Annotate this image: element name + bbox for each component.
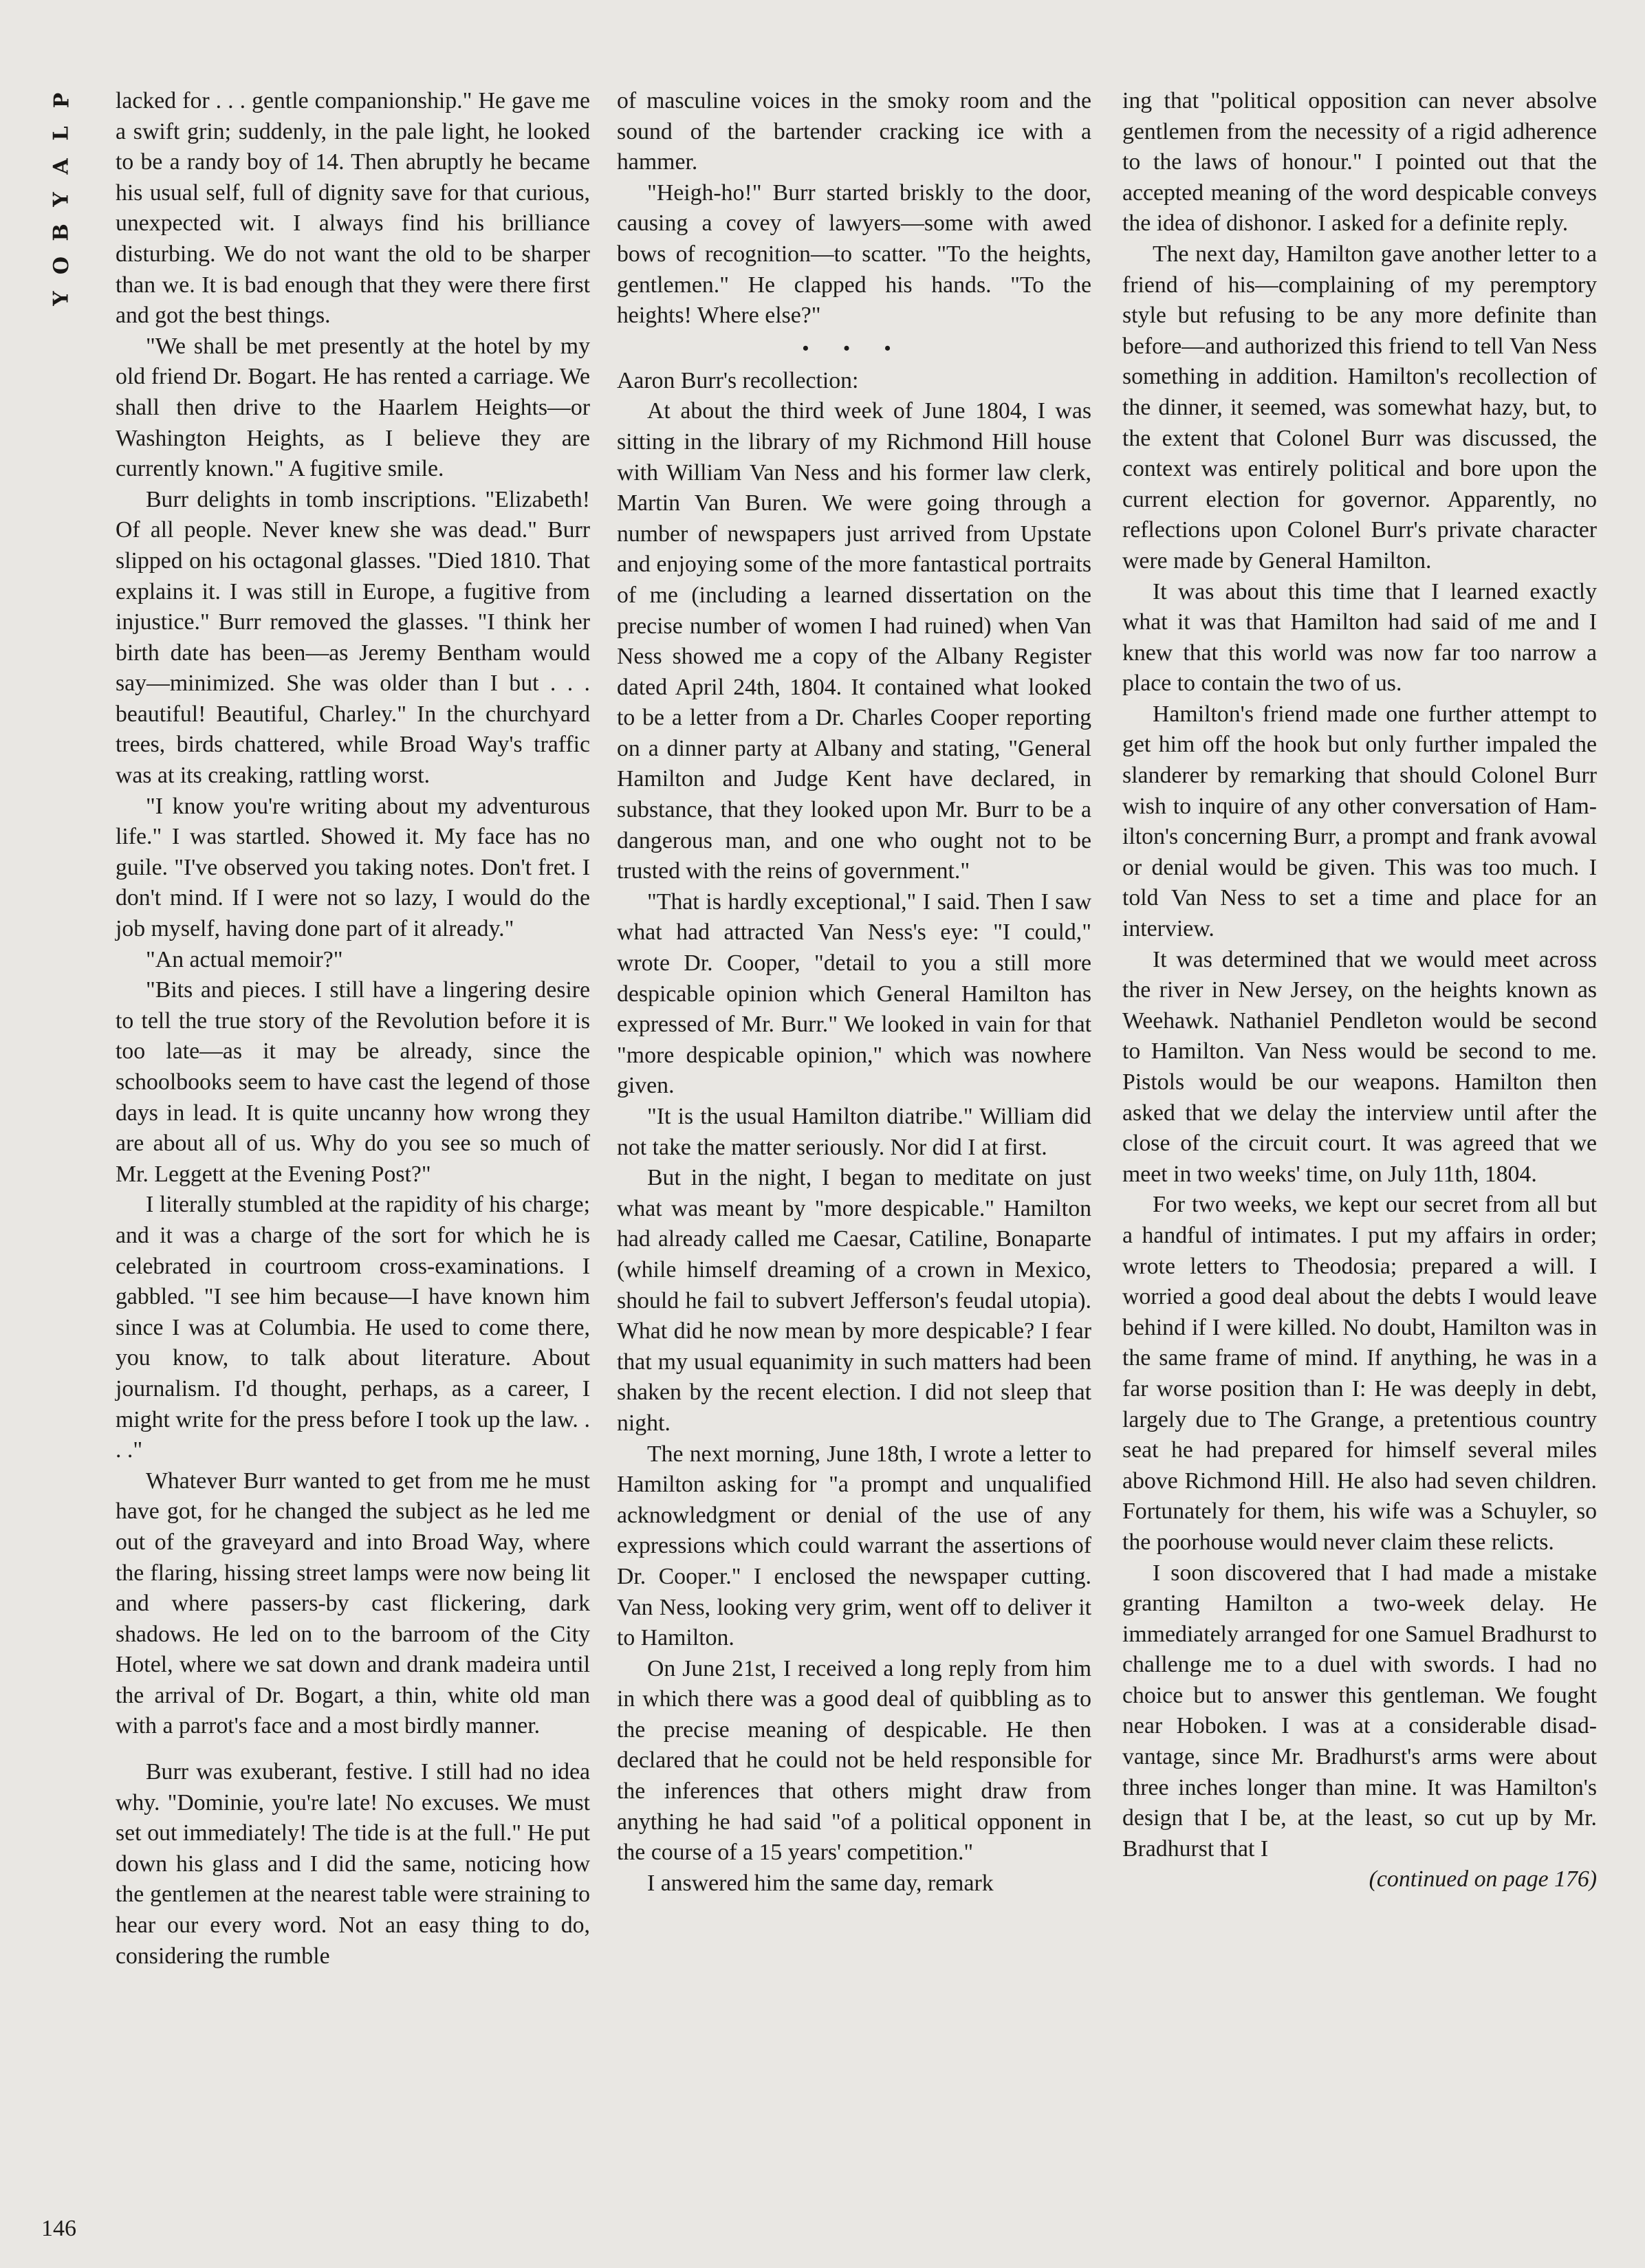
paragraph: But in the night, I began to meditate on just what was meant by "more despicable." Hamilton had already called me Caesar, Catiline, Bonaparte (while himself dreaming of a crown in Mexico, should he fail to subvert Jefferson's feudal utopia). What did he now mean by more despicable? I fear that my usual equanimity in such matters had been shaken by the recent election. I did not sleep that night. — [617, 1165, 1091, 1436]
paragraph: Burr was exuberant, festive. I still had no idea why. "Dominie, you're late! No excuses. We must set out immediately! The tide is at the full." He put down his glass and I did the same, noticing how the gentlemen at the nearest table were straining to hear our every word. Not an easy thing to do, considering the rumble — [116, 1759, 590, 1969]
running-head — [41, 84, 83, 315]
paragraph: "I know you're writing about my adventurous life." I was startled. Showed it. My face has no guile. "I've observed you taking notes. Don't fret. I don't mind. If I were not so lazy, I would do the job myself, having done part of it already." — [116, 793, 590, 942]
paragraph: On June 21st, I received a long reply from him in which there was a good deal of quibbling as to the precise meaning of despicable. He then declared that he could not be held responsible for the inferences that others might draw from anything he had said "of a political opponent in the course of a 15 years' competition." — [617, 1655, 1091, 1866]
column-3 — [1122, 86, 1597, 1895]
paragraph: Whatever Burr wanted to get from me he must have got, for he changed the subject as he led me out of the graveyard and into Broad Way, where the flaring, hissing street lamps were now being lit and where passers-by cast flickering, dark shadows. He led on to the barroom of the City Hotel, where we sat down and drank madeira until the arrival of Dr. Bogart, a thin, white old man with a parrot's face and a most birdly manner. — [116, 1468, 590, 1739]
paragraph: Hamilton's friend made one further attempt to get him off the hook but only further impaled the slanderer by remarking that should Colonel Burr wish to inquire of any other conversation of Hamilton's concerning Burr, a prompt and frank avowal or denial would be given. This was too much. I told Van Ness to set a time and place for an interview. — [1122, 701, 1597, 942]
paragraph: It was about this time that I learned exactly what it was that Hamilton had said of me and I knew that this world was now far too narrow a place to contain the two of us. — [1122, 578, 1597, 697]
paragraph: of masculine voices in the smoky room and the sound of the bartender cracking ice with a hammer. — [617, 88, 1091, 175]
paragraph: The next day, Hamilton gave another letter to a friend of his—complaining of my peremptory style but refusing to be any more definite than before—and authorized this friend to tell Van Ness something in addition. Hamilton's recollection of the dinner, it seemed, was somewhat hazy, but, to the extent that Colonel Burr was discussed, the context was entirely political and bore upon the current election for governor. Apparently, no reflections upon Colonel Burr's private character were made by General Hamilton. — [1122, 241, 1597, 574]
paragraph: I answered him the same day, remark — [647, 1870, 994, 1896]
paragraph: "It is the usual Hamilton diatribe." William did not take the matter seriously. Nor did I at first. — [617, 1104, 1091, 1160]
paragraph: "Heigh-ho!" Burr started briskly to the door, causing a covey of lawyers—some with awed bows of recognition—to scatter. "To the heights, gentlemen." He clapped his hands. "To the heights! Where else?" — [617, 179, 1091, 329]
paragraph: I soon discovered that I had made a mistake granting Hamilton a two-week delay. He immediately arranged for one Samuel Bradhurst to challenge me to a duel with swords. I had no choice but to answer this gentleman. We fought near Hoboken. I was at a considerable disadvantage, since Mr. Bradhurst's arms were about three inches longer than mine. It was Hamilton's design that I be, at the least, so cut up by Mr. Bradhurst that I — [1122, 1560, 1597, 1862]
running-head-letter: O — [49, 256, 74, 275]
column-2 — [617, 86, 1091, 1899]
running-head-letter: Y — [49, 291, 74, 306]
section-separator: • • • — [802, 338, 906, 358]
paragraph: ing that "political opposition can never absolve gentlemen from the necessity of a rigid adherence to the laws of honour." I pointed out that the accepted meaning of the word despicable conveys the idea of dishonor. I asked for a definite reply. — [1122, 88, 1597, 237]
running-head-letter: L — [50, 126, 74, 141]
continued-note: (continued on page 176) — [1369, 1866, 1597, 1893]
paragraph: At about the third week of June 1804, I was sitting in the library of my Richmond Hill house with William Van Ness and his former law clerk, Martin Van Buren. We were going through a number of newspapers just arrived from Upstate and enjoying some of the more fantastical portraits of me (including a learned dissertation on the precise number of women I had ruined) when Van Ness showed me a copy of the Albany Register dated April 24th, 1804. It contained what looked to be a letter from a Dr. Charles Cooper reporting on a dinner party at Albany and stating, "General Hamilton and Judge Kent have declared, in substance, that they looked upon Mr. Burr to be a dangerous man, and one who ought not to be trusted with the reins of government." — [617, 398, 1091, 884]
paragraph: "We shall be met presently at the hotel by my old friend Dr. Bogart. He has rented a carriage. We shall then drive to the Haarlem Heights—or Washington Heights, as I believe they are currently known." A fugitive smile. — [116, 333, 590, 482]
paragraph: "That is hardly exceptional," I said. Then I saw what had attracted Van Ness's eye: "I could," wrote Dr. Cooper, "detail to you a still more despicable opinion which General Hamilton has expressed of Mr. Burr." We looked in vain for that "more despicable opinion," which was nowhere given. — [617, 888, 1091, 1099]
section-heading: Aaron Burr's recollection: — [617, 367, 859, 393]
running-head-letter: P — [50, 92, 74, 109]
paragraph: It was determined that we would meet across the river in New Jersey, on the heights known as Weehawk. Nathaniel Pendleton would be second to Hamilton. Van Ness would be second to me. Pistols would be our weapons. Hamilton then asked that we delay the interview until after the close of the circuit court. It was agreed that we meet in two weeks' time, on July 11th, 1804. — [1122, 946, 1597, 1187]
page-number: 146 — [41, 2216, 76, 2241]
paragraph: For two weeks, we kept our secret from all but a handful of intimates. I put my affairs in order; wrote letters to Theodosia; prepared a will. I worried a good deal about the debts I would leave behind if I were killed. No doubt, Hamilton was in the same frame of mind. If anything, he was in a far worse position than I: He was deeply in debt, largely due to The Grange, a pretentious country seat he had prepared for himself several miles above Richmond Hill. He also had seven children. Fortunately for them, his wife was a Schuyler, so the poorhouse would never claim these relicts. — [1122, 1192, 1597, 1555]
running-head-letter: Y — [49, 192, 74, 207]
paragraph: "Bits and pieces. I still have a lingering desire to tell the true story of the Revolution before it is too late—as it may be already, since the schoolbooks seem to have cast the legend of those days in lead. It is quite uncanny how wrong they are about all of us. Why do you see so much of Mr. Leggett at the Evening Post?" — [116, 977, 590, 1187]
column-1 — [116, 86, 590, 1972]
paragraph: The next morning, June 18th, I wrote a letter to Hamilton asking for "a prompt and unqualified acknowledgment or denial of the use of any expressions which could warrant the assertions of Dr. Cooper." I enclosed the newspaper cutting. Van Ness, looking very grim, went off to deliver it to Hamilton. — [617, 1441, 1091, 1651]
paragraph: "An actual memoir?" — [146, 946, 343, 972]
running-head-letter: A — [50, 158, 74, 175]
running-head-letter: B — [49, 223, 74, 241]
paragraph: lacked for . . . gentle companionship." He gave me a swift grin; suddenly, in the pale light, he looked to be a randy boy of 14. Then abruptly he became his usual self, full of dignity save for that curious, unexpected wit. I always find his brilliance disturbing. We do not want the old to be sharper than we. It is bad enough that they were there first and got the best things. — [116, 88, 590, 329]
paragraph: Burr delights in tomb inscriptions. "Elizabeth! Of all people. Never knew she was dead." Burr slipped on his octagonal glasses. "Died 1810. That explains it. I was still in Europe, a fugitive from injustice." Burr removed the glasses. "I think her birth date has been—as Jeremy Bentham would say—minimized. She was older than I but . . . beautiful! Beautiful, Charley." In the churchyard trees, birds chattered, while Broad Way's traffic was at its creaking, rattling worst. — [116, 486, 590, 789]
paragraph: I literally stumbled at the rapidity of his charge; and it was a charge of the sort for which he is celebrated in courtroom cross-examinations. I gabbled. "I see him because—I have known him since I was at Columbia. He used to come there, you know, to talk about literature. About journalism. I'd thought, perhaps, as a career, I might write for the press before I took up the law. . . ." — [116, 1192, 590, 1463]
